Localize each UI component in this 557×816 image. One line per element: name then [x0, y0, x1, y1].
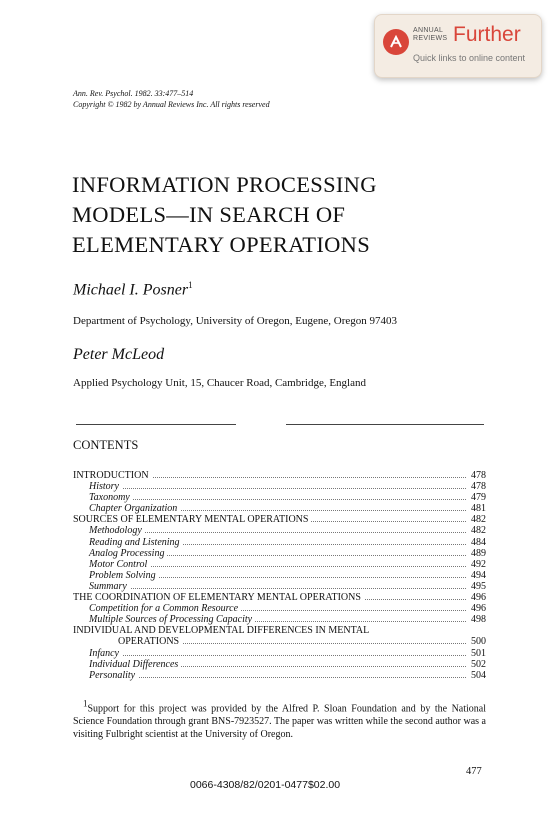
toc-entry-page: 498: [468, 614, 486, 625]
toc-entry-page: 478: [468, 470, 486, 481]
toc-entry: [73, 514, 486, 525]
journal-citation: [73, 88, 270, 110]
toc-entry: [73, 603, 486, 614]
title-line: ELEMENTARY OPERATIONS: [72, 232, 371, 257]
author-name: Peter McLeod: [73, 346, 165, 363]
toc-entry: [73, 592, 486, 603]
toc-entry-page: 478: [468, 481, 486, 492]
toc-entry-title: Problem Solving: [89, 570, 159, 581]
toc-leader-dots: [89, 677, 466, 678]
toc-entry-title: Taxonomy: [89, 492, 133, 503]
toc-entry-title: Analog Processing: [89, 548, 167, 559]
article-title: [72, 170, 452, 260]
annual-reviews-logo-icon: [383, 29, 409, 55]
separator-rule: [76, 424, 236, 425]
toc-entry: [73, 525, 486, 536]
toc-leader-dots: [89, 588, 466, 589]
toc-entry-title: Summary: [89, 581, 130, 592]
toc-entry-page: 496: [468, 603, 486, 614]
toc-entry: [73, 470, 486, 481]
toc-entry-title: Chapter Organization: [89, 503, 180, 514]
contents-heading: CONTENTS: [73, 438, 139, 452]
toc-entry: [73, 570, 486, 581]
separator-rule: [286, 424, 484, 425]
toc-entry-page: 492: [468, 559, 486, 570]
toc-entry: [73, 481, 486, 492]
page-number: 477: [466, 766, 482, 777]
toc-entry: [73, 670, 486, 681]
toc-entry: [73, 636, 486, 647]
toc-leader-dots: [89, 532, 466, 533]
toc-leader-dots: [89, 655, 466, 656]
annual-reviews-wordmark: ANNUAL REVIEWS: [413, 27, 448, 42]
title-line: INFORMATION PROCESSING: [72, 172, 377, 197]
toc-entry: [73, 548, 486, 559]
citation-line: Ann. Rev. Psychol. 1982. 33:477–514: [73, 89, 194, 98]
toc-leader-dots: [89, 499, 466, 500]
toc-entry-page: 500: [468, 636, 486, 647]
toc-entry-page: 504: [468, 670, 486, 681]
toc-entry-title: Infancy: [89, 648, 122, 659]
table-of-contents: [73, 470, 486, 681]
toc-entry-page: 481: [468, 503, 486, 514]
toc-entry: [73, 614, 486, 625]
toc-entry-page: 482: [468, 525, 486, 536]
article-code: 0066-4308/82/0201-0477$02.00: [190, 779, 341, 791]
toc-entry: [73, 503, 486, 514]
toc-entry-page: 494: [468, 570, 486, 581]
toc-entry-title: Competition for a Common Resource: [89, 603, 241, 614]
author-name: Michael I. Posner$^1$: [73, 280, 193, 299]
toc-entry-page: 502: [468, 659, 486, 670]
toc-entry: [73, 537, 486, 548]
toc-entry: [73, 648, 486, 659]
title-line: MODELS—IN SEARCH OF: [72, 202, 346, 227]
footnote-mark: 1: [83, 699, 88, 709]
toc-entry-title: THE COORDINATION OF ELEMENTARY MENTAL OPERATIONS: [73, 592, 364, 603]
footnote-mark: 1: [188, 280, 193, 290]
toc-entry-title: SOURCES OF ELEMENTARY MENTAL OPERATIONS: [73, 514, 311, 525]
toc-leader-dots: [89, 488, 466, 489]
toc-entry-title: INTRODUCTION: [73, 470, 152, 481]
author-affiliation: Applied Psychology Unit, 15, Chaucer Road, Cambridge, England: [73, 377, 366, 389]
toc-entry-title: INDIVIDUAL AND DEVELOPMENTAL DIFFERENCES IN MENTAL: [73, 625, 372, 636]
toc-entry-page: 482: [468, 514, 486, 525]
toc-entry: [73, 581, 486, 592]
toc-entry-title: Methodology: [89, 525, 145, 536]
toc-entry: [73, 659, 486, 670]
further-badge[interactable]: [374, 14, 542, 78]
toc-entry-title: Reading and Listening: [89, 537, 183, 548]
footnote: [73, 698, 486, 741]
toc-entry-page: 479: [468, 492, 486, 503]
further-subtitle: Quick links to online content: [413, 53, 526, 63]
toc-entry: [73, 625, 486, 636]
author-affiliation: Department of Psychology, University of Oregon, Eugene, Oregon 97403: [73, 315, 398, 327]
toc-entry-page: 489: [468, 548, 486, 559]
copyright-line: Copyright © 1982 by Annual Reviews Inc. All rights reserved: [73, 100, 270, 109]
toc-entry-title: Multiple Sources of Processing Capacity: [89, 614, 255, 625]
further-wordmark: Further: [453, 23, 521, 46]
toc-entry-title: Individual Differences: [89, 659, 181, 670]
toc-entry-title: Motor Control: [89, 559, 150, 570]
toc-entry-title: OPERATIONS: [118, 636, 182, 647]
toc-entry-title: History: [89, 481, 122, 492]
toc-entry-title: Personality: [89, 670, 138, 681]
toc-entry-page: 495: [468, 581, 486, 592]
footnote-text: Support for this project was provided by the Alfred P. Sloan Foundation and by the National Science Foundation through grant BNS-7923527. The paper was written while the second author was a visiting Fulbright scientist at the University of Oregon.: [73, 703, 486, 741]
toc-entry: [73, 559, 486, 570]
toc-entry-page: 496: [468, 592, 486, 603]
toc-entry: [73, 492, 486, 503]
toc-entry-page: 501: [468, 648, 486, 659]
toc-entry-page: 484: [468, 537, 486, 548]
